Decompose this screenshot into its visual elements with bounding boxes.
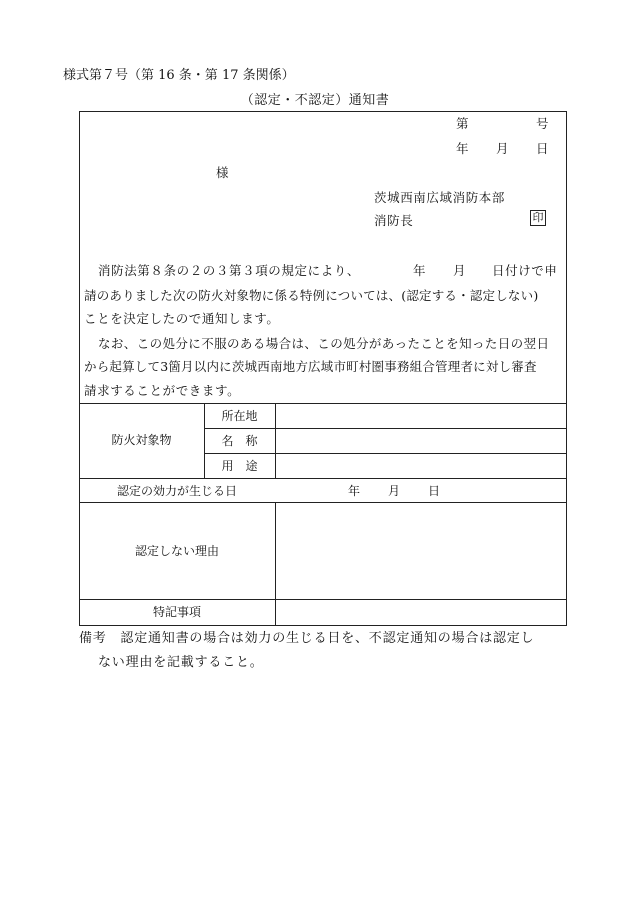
body-line-1a: 消防法第８条の２の３第３項の規定により、 <box>98 263 361 278</box>
number-suffix: 号 <box>536 116 550 131</box>
body-line-6: 請求することができます。 <box>84 383 241 398</box>
body-line-1-month: 月 <box>453 263 467 278</box>
body-line-4: なお、この処分に不服のある場合は、この処分があったことを知った日の翌日 <box>98 336 550 351</box>
effective-day: 日 <box>428 484 441 498</box>
body-line-5: から起算して3箇月以内に茨城西南地方広域市町村圏事務組合管理者に対し審査 <box>84 359 537 374</box>
effective-year: 年 <box>348 484 361 498</box>
table-rule <box>275 403 276 478</box>
body-line-1b: 日付けで申 <box>492 263 558 278</box>
body-line-3: ことを決定したので通知します。 <box>84 311 280 326</box>
table-rule <box>204 428 567 429</box>
table-rule <box>79 478 567 479</box>
body-line-1-year: 年 <box>413 263 427 278</box>
document-title: （認定・不認定）通知書 <box>240 93 390 108</box>
form-number: 様式第７号（第 16 条・第 17 条関係） <box>63 68 295 83</box>
seal-box: 印 <box>530 210 546 226</box>
property-label: 防火対象物 <box>111 433 172 447</box>
table-rule <box>204 453 567 454</box>
note-line-2: ない理由を記載すること。 <box>98 655 264 670</box>
use-label: 用 途 <box>221 459 258 473</box>
table-rule <box>275 502 276 626</box>
table-rule <box>79 403 567 404</box>
name-label: 名 称 <box>221 434 258 448</box>
table-rule <box>79 502 567 503</box>
effective-date-label: 認定の効力が生じる日 <box>116 484 237 498</box>
location-label: 所在地 <box>221 409 258 423</box>
issuer-title: 消防長 <box>374 213 414 228</box>
number-prefix: 第 <box>456 116 470 131</box>
table-rule <box>79 599 567 600</box>
body-line-2: 請のありました次の防火対象物に係る特例については、(認定する・認定しない) <box>84 288 539 303</box>
addressee-suffix: 様 <box>216 165 230 180</box>
date-month: 月 <box>496 141 510 156</box>
reason-label: 認定しない理由 <box>134 544 219 558</box>
note-line-1: 備考 認定通知書の場合は効力の生じる日を、不認定通知の場合は認定し <box>79 631 535 646</box>
date-year: 年 <box>456 141 470 156</box>
effective-month: 月 <box>388 484 401 498</box>
issuer-organization: 茨城西南広域消防本部 <box>374 190 506 205</box>
date-day: 日 <box>536 141 550 156</box>
remarks-label: 特記事項 <box>152 605 201 619</box>
